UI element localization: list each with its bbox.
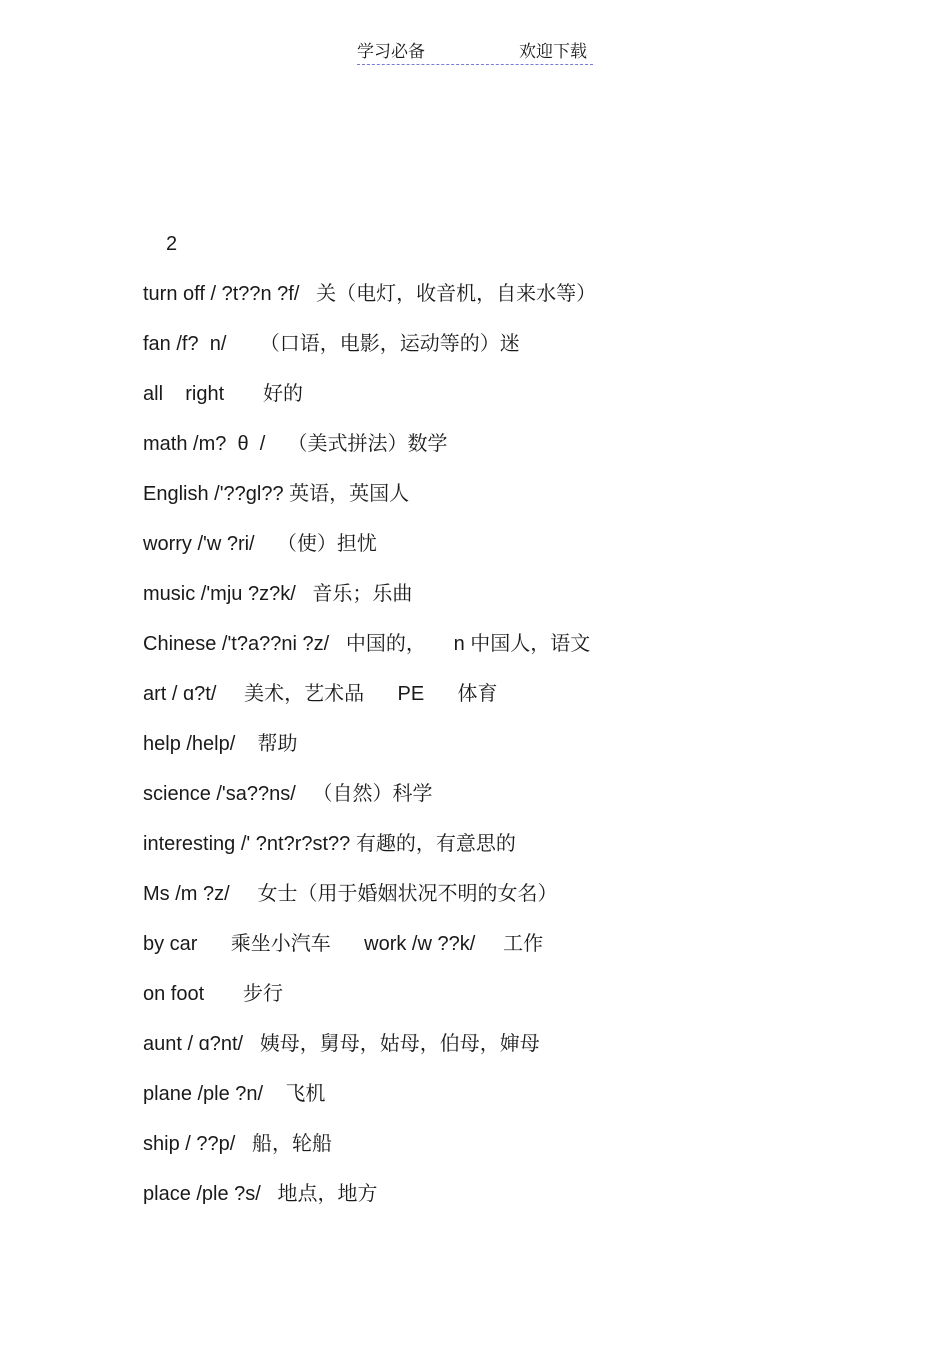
page-header [357,40,593,65]
header-right-text: 欢迎下载 [519,42,587,61]
vocabulary-list [143,280,843,1230]
vocab-entry: worry /'w ?ri/ （使）担忧 [143,533,377,555]
vocab-entry: art / ɑ?t/ 美术，艺术品 PE 体育 [143,683,498,705]
vocab-entry: science /'sa??ns/ （自然）科学 [143,783,433,805]
vocab-entry: fan /f? n/ （口语，电影，运动等的）迷 [143,333,520,355]
vocab-entry: interesting /' ?nt?r?st?? 有趣的，有意思的 [143,833,516,855]
vocab-entry: ship / ??p/ 船，轮船 [143,1133,332,1155]
vocab-entry: music /'mju ?z?k/ 音乐；乐曲 [143,583,413,605]
page-number: 2 [166,233,178,255]
vocab-entry: aunt / ɑ?nt/ 姨母，舅母，姑母，伯母，婶母 [143,1033,540,1055]
vocab-entry: on foot 步行 [143,983,284,1005]
vocab-entry: Chinese /'t?a??ni ?z/ 中国的， n 中国人，语文 [143,633,591,655]
vocab-entry: English /'??gl?? 英语，英国人 [143,483,410,505]
vocab-entry: turn off / ?t??n ?f/ 关（电灯，收音机，自来水等） [143,283,597,305]
vocab-entry: help /help/ 帮助 [143,733,298,755]
vocab-entry: math /m? θ / （美式拼法）数学 [143,433,448,455]
vocab-entry: by car 乘坐小汽车 work /w ??k/ 工作 [143,933,544,955]
vocab-entry: place /ple ?s/ 地点，地方 [143,1183,378,1205]
header-left-text: 学习必备 [357,42,425,61]
vocab-entry: plane /ple ?n/ 飞机 [143,1083,326,1105]
vocab-entry: all right 好的 [143,383,304,405]
vocab-entry: Ms /m ?z/ 女士（用于婚姻状况不明的女名） [143,883,558,905]
